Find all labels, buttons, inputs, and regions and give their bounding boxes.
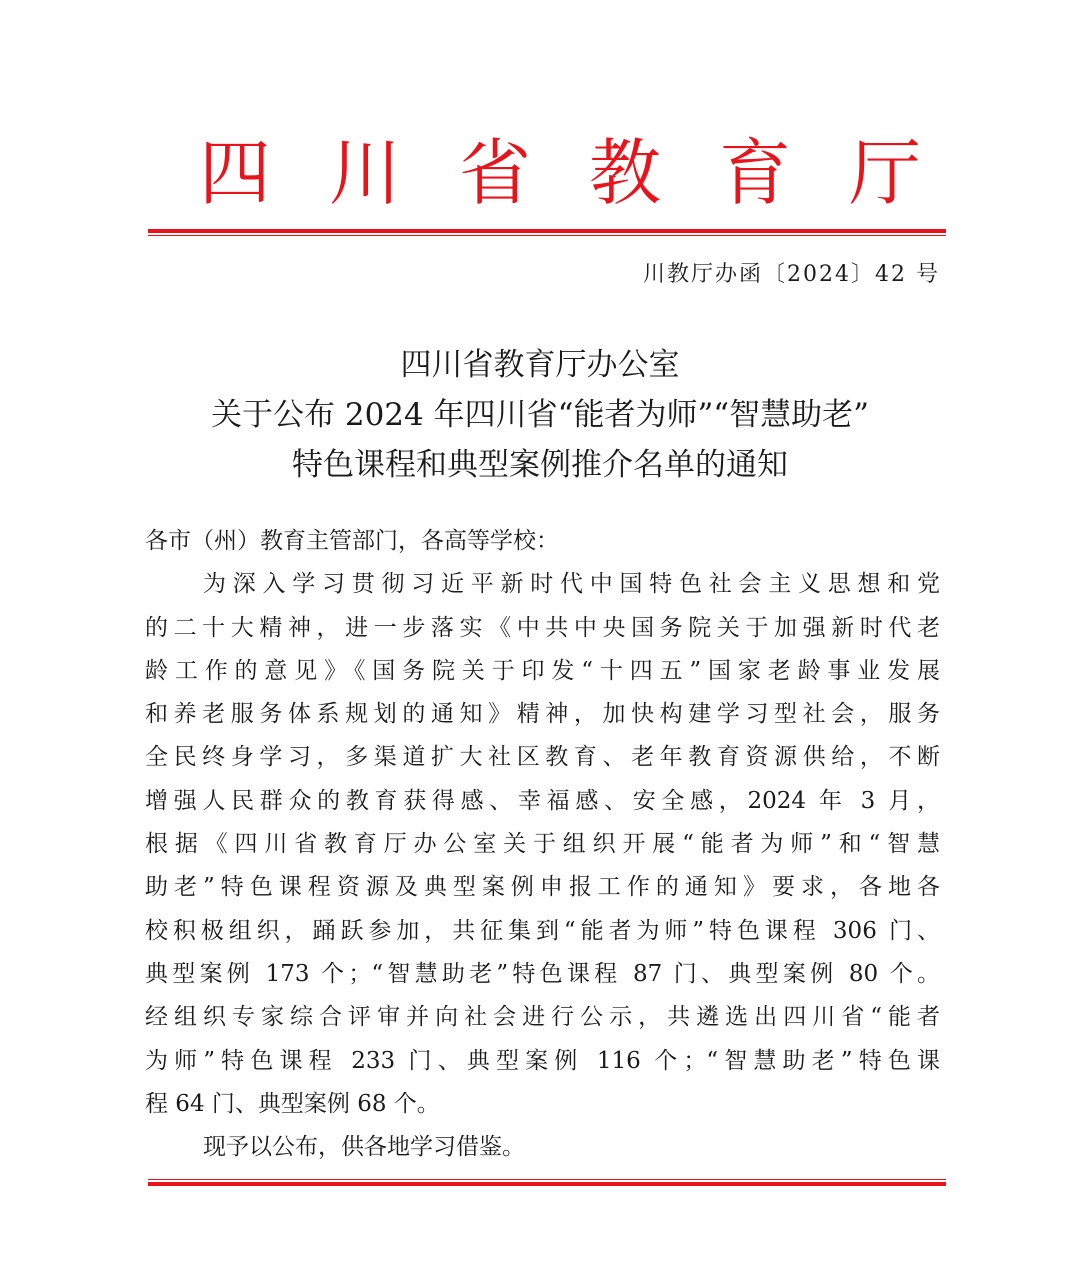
body-line: 增强人民群众的教育获得感、幸福感、安全感，2024 年 3 月， xyxy=(145,787,940,814)
body-line: 经组织专家综合评审并向社会进行公示，共遴选出四川省“能者 xyxy=(145,1004,940,1031)
header-red-divider xyxy=(148,229,946,236)
document-number: 川教厅办函〔2024〕42 号 xyxy=(643,262,940,287)
body-line: 全民终身学习，多渠道扩大社区教育、老年教育资源供给，不断 xyxy=(145,744,940,771)
body-line: 典型案例 173 个；“智慧助老”特色课程 87 门、典型案例 80 个。 xyxy=(145,960,940,987)
salutation: 各市（州）教育主管部门，各高等学校： xyxy=(145,528,559,554)
document-body xyxy=(145,520,940,1169)
footer-red-divider xyxy=(148,1179,946,1186)
body-line: 助老”特色课程资源及典型案例申报工作的通知》要求，各地各 xyxy=(145,874,940,901)
agency-char: 教 xyxy=(588,131,661,215)
body-line: 校积极组织，踊跃参加，共征集到“能者为师”特色课程 306 门、 xyxy=(145,917,940,944)
body-line: 为深入学习贯彻习近平新时代中国特色社会主义思想和党 xyxy=(203,571,940,598)
agency-char: 省 xyxy=(458,131,531,215)
title-line-1: 四川省教育厅办公室 xyxy=(400,347,680,383)
body-line: 的二十大精神，进一步落实《中共中央国务院关于加强新时代老 xyxy=(145,614,940,641)
body-line: 根据《四川省教育厅办公室关于组织开展“能者为师”和“智慧 xyxy=(145,831,940,858)
body-line: 龄工作的意见》《国务院关于印发“十四五”国家老龄事业发展 xyxy=(145,657,940,684)
agency-char: 川 xyxy=(328,131,401,215)
body-line: 为师”特色课程 233 门、典型案例 116 个；“智慧助老”特色课 xyxy=(145,1047,940,1074)
title-line-3: 特色课程和典型案例推介名单的通知 xyxy=(292,447,788,483)
agency-char: 四 xyxy=(198,131,271,215)
issuing-agency-header xyxy=(150,128,940,218)
body-line: 和养老服务体系规划的通知》精神，加快构建学习型社会，服务 xyxy=(145,701,940,728)
agency-char: 厅 xyxy=(848,131,921,215)
agency-char: 育 xyxy=(718,131,791,215)
body-line: 程 64 门、典型案例 68 个。 xyxy=(145,1090,440,1117)
closing-paragraph: 现予以公布，供各地学习借鉴。 xyxy=(203,1134,525,1161)
title-line-2: 关于公布 2024 年四川省“能者为师”“智慧助老” xyxy=(211,397,869,433)
